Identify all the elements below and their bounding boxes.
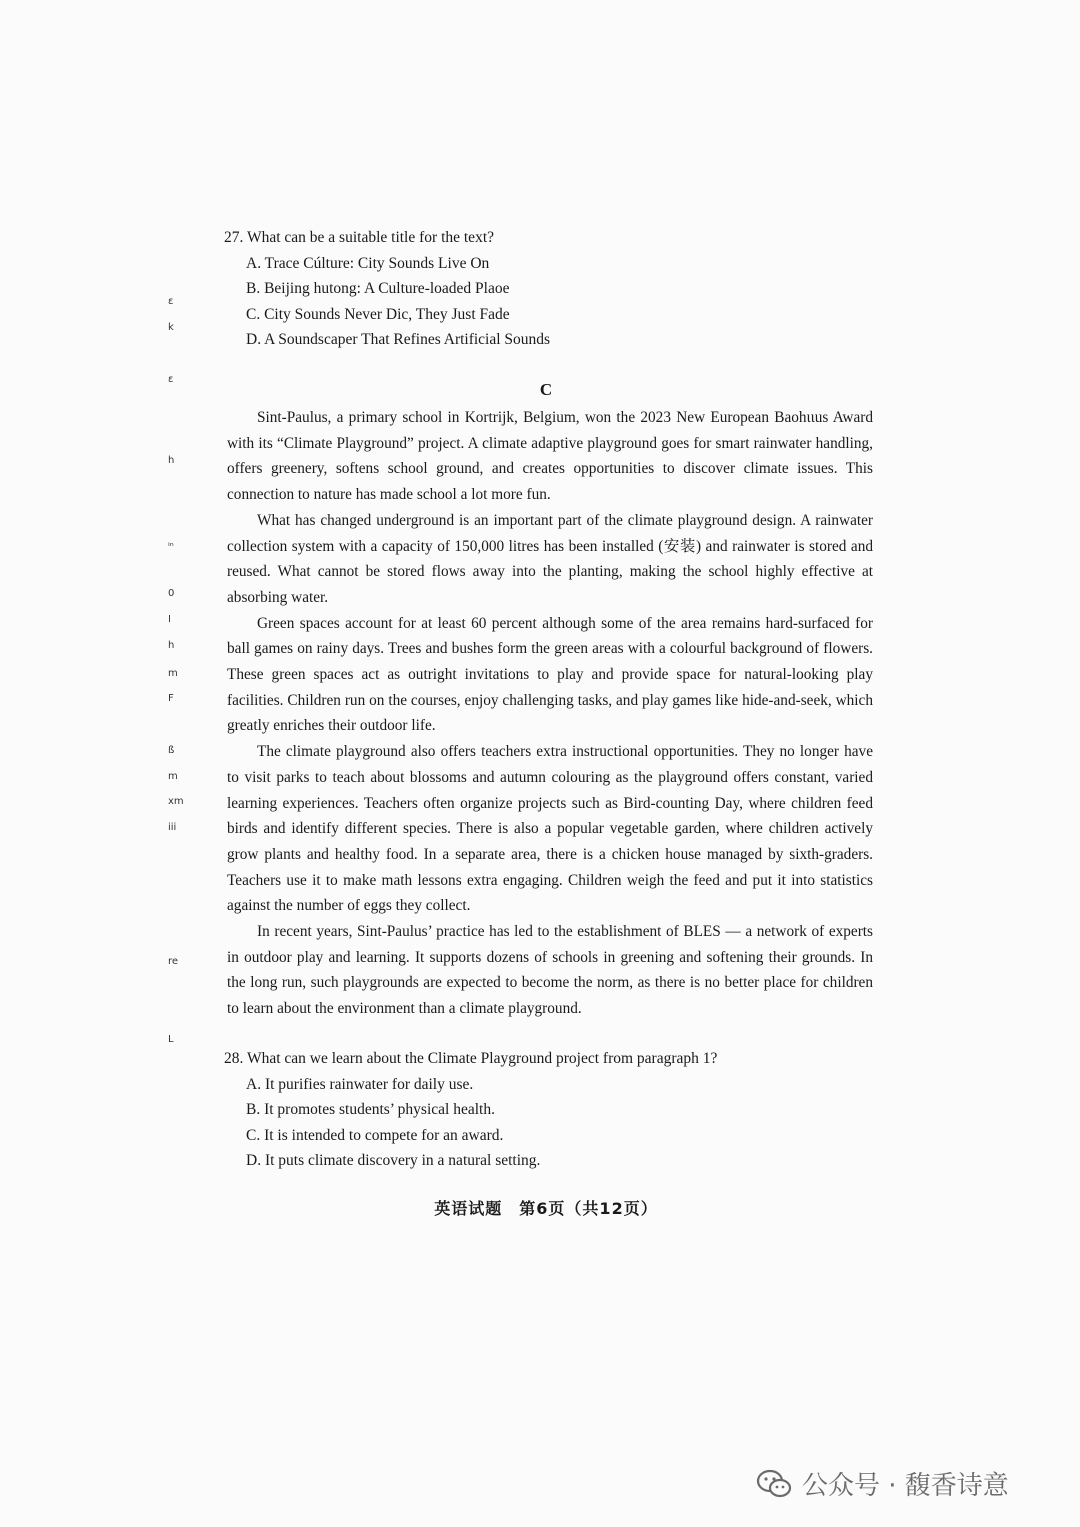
margin-mark: re <box>168 956 179 967</box>
answer-option-b: B. Beijing hutong: A Culture-loaded Plaoe <box>246 280 510 298</box>
question-27 <box>224 225 844 353</box>
passage-paragraph-2: What has changed underground is an important part of the climate playground design. A rainwater collection system with a capacity of 150,000 litres has been installed (安装) and rainwater is stored and reused. What cannot be stored flows away into the planting, making the school highly effective at absorbing water. <box>227 511 873 606</box>
passage-paragraph-4: The climate playground also offers teachers extra instructional opportunities. They no longer have to visit parks to teach about blossoms and autumn colouring as the playground offers constant, varied learning experiences. Teachers often organize projects such as Bird-counting Day, where children feed birds and identify different species. There is also a popular vegetable garden, where children actively grow plants and healthy food. In a separate area, there is a chicken house managed by sixth-graders. Teachers use it to make math lessons extra engaging. Children weigh the feed and put it into statistics against the number of eggs they collect. <box>227 743 873 915</box>
binding-margin-marks <box>168 0 192 1100</box>
page-footer: 英语试题 第6页（共12页） <box>434 1199 658 1218</box>
margin-mark: ß <box>168 745 175 756</box>
margin-mark: L <box>168 1034 174 1045</box>
margin-mark: h <box>168 640 175 651</box>
margin-mark: h <box>168 455 175 466</box>
margin-mark: ε <box>168 374 174 385</box>
answer-option-c: C. It is intended to compete for an award. <box>246 1126 504 1144</box>
watermark-text: 公众号 · 馥香诗意 <box>802 1471 1009 1501</box>
answer-option-d: D. It puts climate discovery in a natural setting. <box>246 1152 541 1170</box>
margin-mark: m <box>168 771 178 782</box>
reading-passage <box>227 405 873 1022</box>
question-stem: 28. What can we learn about the Climate Playground project from paragraph 1? <box>224 1050 718 1067</box>
passage-paragraph-5: In recent years, Sint-Paulus’ practice has led to the establishment of BLES — a network of experts in outdoor play and learning. It supports dozens of schools in greening and softening their grounds. In the long run, such playgrounds are expected to become the norm, as there is no better place for children to learn about the environment than a climate playground. <box>227 923 873 1018</box>
watermark <box>756 1465 1009 1502</box>
question-stem: 27. What can be a suitable title for the text? <box>224 229 495 246</box>
question-28 <box>224 1046 844 1174</box>
margin-mark: ε <box>168 296 174 307</box>
margin-mark: k <box>168 322 174 333</box>
passage-paragraph-3: Green spaces account for at least 60 percent although some of the area remains hard-surfaced for ball games on rainy days. Trees and bushes form the green areas with a colourful background of flowers. These green spaces act as outright invitations to play and provide space for natural-looking play facilities. Children run on the courses, enjoy challenging tasks, and play games like hide-and-seek, which greatly enriches their outdoor life. <box>227 614 873 735</box>
answer-option-a: A. Trace Cúlture: City Sounds Live On <box>246 254 490 272</box>
answer-option-c: C. City Sounds Never Dic, They Just Fade <box>246 305 510 323</box>
margin-mark: m <box>168 668 178 679</box>
margin-mark: ᵢₙ <box>168 538 174 549</box>
answer-option-b: B. It promotes students’ physical health. <box>246 1101 495 1119</box>
answer-option-a: A. It purifies rainwater for daily use. <box>246 1075 474 1093</box>
margin-mark: F <box>168 693 174 704</box>
passage-paragraph-1: Sint-Paulus, a primary school in Kortrijk, Belgium, won the 2023 New European Baohιιus Award with its “Climate Playground” project. A climate adaptive playground goes for smart rainwater handling, offers greenery, softens school ground, and creates opportunities to discover climate issues. This connection to nature has made school a lot more fun. <box>227 409 873 504</box>
section-heading: C <box>539 380 553 399</box>
margin-mark: xm <box>168 796 184 807</box>
margin-mark: iii <box>168 822 177 833</box>
answer-option-d: D. A Soundscaper That Refines Artificial Sounds <box>246 331 551 349</box>
wechat-icon <box>756 1469 792 1499</box>
margin-mark: 0 <box>168 588 175 599</box>
margin-mark: I <box>168 614 171 625</box>
